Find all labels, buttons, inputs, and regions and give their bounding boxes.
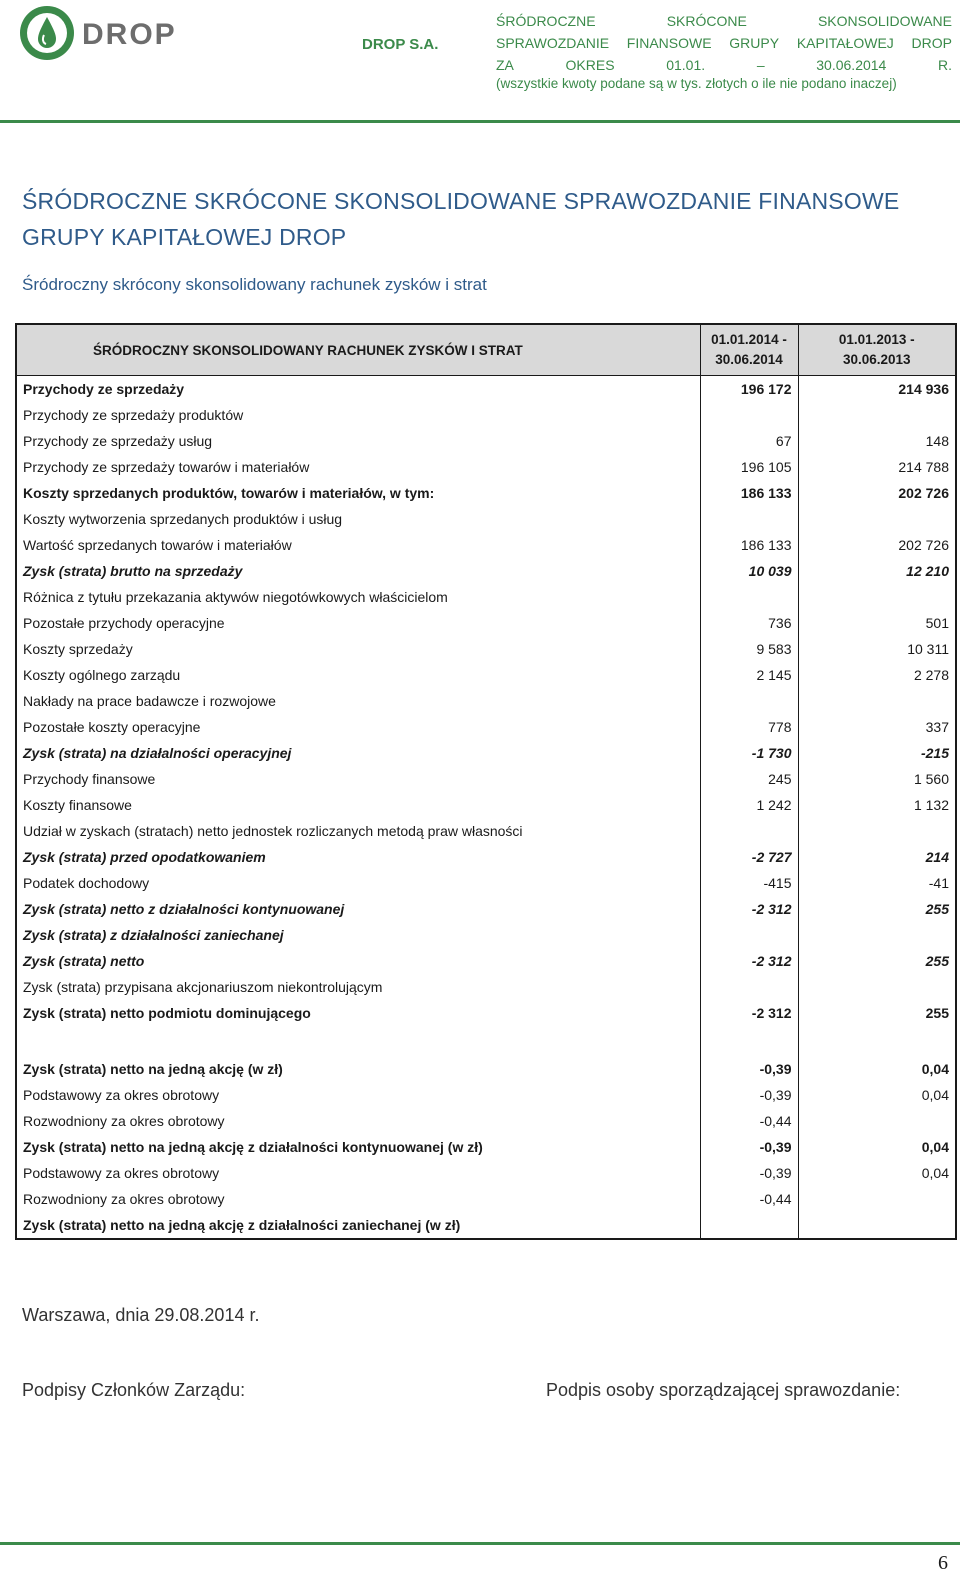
header-title-word: –: [756, 57, 765, 73]
table-row: [17, 922, 955, 948]
table-row: [17, 1134, 955, 1160]
value-2014: [700, 922, 798, 948]
table-header-label: ŚRÓDROCZNY SKONSOLIDOWANY RACHUNEK ZYSKÓW I STRAT: [17, 325, 700, 376]
logo-wordmark: DROP: [82, 18, 177, 51]
value-2014: -0,44: [700, 1108, 798, 1134]
row-label: Zysk (strata) netto na jedną akcję (w zł): [23, 1061, 283, 1077]
board-signatures-label: Podpisy Członków Zarządu:: [22, 1380, 246, 1400]
row-label: Przychody ze sprzedaży: [17, 376, 700, 403]
value-2014: 778: [700, 714, 798, 740]
table-row: [17, 1026, 955, 1056]
value-2014: [700, 506, 798, 532]
table-row: [17, 1160, 955, 1186]
value-2013: 214 936: [798, 376, 955, 403]
row-label: Pozostałe koszty operacyjne: [23, 719, 201, 735]
value-2014: -2 727: [700, 844, 798, 870]
table-row: [17, 974, 955, 1000]
row-label: Podatek dochodowy: [23, 875, 150, 891]
row-label: Zysk (strata) przypisana akcjonariuszom niekontrolującym: [23, 979, 383, 995]
table-row: [17, 792, 955, 818]
row-label: Przychody ze sprzedaży produktów: [23, 407, 244, 423]
value-2014: -2 312: [700, 1000, 798, 1026]
income-statement-table: [15, 323, 957, 1240]
table-row: [17, 714, 955, 740]
value-2014: 245: [700, 766, 798, 792]
section-subtitle: Śródroczny skrócony skonsolidowany rachunek zysków i strat: [22, 275, 487, 294]
row-label: Koszty sprzedaży: [23, 641, 133, 657]
row-label: Zysk (strata) netto: [23, 953, 145, 969]
value-2014: [700, 1212, 798, 1238]
value-2013: 12 210: [798, 558, 955, 584]
row-label: Rozwodniony za okres obrotowy: [23, 1191, 225, 1207]
preparer-signature-label: Podpis osoby sporządzającej sprawozdanie:: [546, 1380, 901, 1400]
document-title: ŚRÓDROCZNE SKRÓCONE SKONSOLIDOWANE SPRAWOZDANIE FINANSOWE GRUPY KAPITAŁOWEJ DROP: [22, 188, 900, 250]
value-2014: 186 133: [700, 480, 798, 506]
header-title-word: R.: [938, 57, 952, 73]
value-2013: [798, 1026, 955, 1056]
value-2014: [700, 402, 798, 428]
value-2014: [700, 688, 798, 714]
value-2013: 2 278: [798, 662, 955, 688]
row-label: Zysk (strata) z działalności zaniechanej: [23, 927, 284, 943]
value-2013: [798, 688, 955, 714]
table-row: [17, 1056, 955, 1082]
value-2014: 67: [700, 428, 798, 454]
row-label: Zysk (strata) brutto na sprzedaży: [23, 563, 243, 579]
value-2013: 255: [798, 1000, 955, 1026]
value-2014: 1 242: [700, 792, 798, 818]
table-row: [17, 1082, 955, 1108]
value-2013: 0,04: [798, 1134, 955, 1160]
header-note: (wszystkie kwoty podane są w tys. złotych o ile nie podano inaczej): [496, 76, 897, 91]
value-2013: [798, 1212, 955, 1238]
value-2014: -0,39: [700, 1082, 798, 1108]
header-title: [496, 10, 952, 76]
row-label: Koszty ogólnego zarządu: [23, 667, 181, 683]
value-2013: 255: [798, 896, 955, 922]
value-2013: 1 132: [798, 792, 955, 818]
table-row: [17, 662, 955, 688]
value-2014: [700, 1026, 798, 1056]
value-2014: -2 312: [700, 896, 798, 922]
row-label: Zysk (strata) netto z działalności kontynuowanej: [23, 901, 345, 917]
value-2013: [798, 506, 955, 532]
value-2014: 196 105: [700, 454, 798, 480]
value-2014: 10 039: [700, 558, 798, 584]
row-label: Nakłady na prace badawcze i rozwojowe: [23, 693, 276, 709]
value-2013: 214 788: [798, 454, 955, 480]
table-row: [17, 480, 955, 506]
row-label: Zysk (strata) na działalności operacyjnej: [23, 745, 292, 761]
table-row: [17, 896, 955, 922]
value-2013: 1 560: [798, 766, 955, 792]
table-header-row: [17, 325, 955, 376]
value-2014: -415: [700, 870, 798, 896]
value-2014: -0,39: [700, 1056, 798, 1082]
signature-date: Warszawa, dnia 29.08.2014 r.: [22, 1305, 260, 1325]
header-title-word: 01.01.: [666, 57, 706, 73]
header-title-line: [496, 10, 952, 32]
table-row: [17, 948, 955, 974]
value-2013: 0,04: [798, 1160, 955, 1186]
row-label: Zysk (strata) netto podmiotu dominującego: [23, 1005, 311, 1021]
drop-logo: [18, 4, 190, 62]
value-2014: -2 312: [700, 948, 798, 974]
table-row: [17, 818, 955, 844]
header-title-word: 30.06.2014: [816, 57, 887, 73]
table-row: [17, 1108, 955, 1134]
value-2013: 148: [798, 428, 955, 454]
row-label: Koszty sprzedanych produktów, towarów i materiałów, w tym:: [23, 485, 435, 501]
row-label: Przychody finansowe: [23, 771, 156, 787]
table-row: [17, 740, 955, 766]
row-label: Koszty finansowe: [23, 797, 132, 813]
table-row: [17, 1186, 955, 1212]
row-label: Zysk (strata) netto na jedną akcję z działalności kontynuowanej (w zł): [23, 1139, 483, 1155]
company-name: DROP S.A.: [362, 36, 439, 53]
table-row: [17, 454, 955, 480]
header-title-word: SKRÓCONE: [666, 13, 747, 29]
row-label: Zysk (strata) przed opodatkowaniem: [23, 849, 266, 865]
page-number: 6: [938, 1552, 948, 1574]
row-label: Wartość sprzedanych towarów i materiałów: [23, 537, 292, 553]
table-row: [17, 584, 955, 610]
value-2013: [798, 402, 955, 428]
value-2013: -41: [798, 870, 955, 896]
value-2013: 10 311: [798, 636, 955, 662]
value-2013: 0,04: [798, 1082, 955, 1108]
row-label: Rozwodniony za okres obrotowy: [23, 1113, 225, 1129]
value-2014: 736: [700, 610, 798, 636]
value-2013: [798, 1186, 955, 1212]
value-2013: 0,04: [798, 1056, 955, 1082]
table-row: [17, 558, 955, 584]
value-2013: [798, 818, 955, 844]
header-divider: [0, 120, 960, 123]
value-2014: [700, 974, 798, 1000]
value-2013: [798, 1108, 955, 1134]
table-row: [17, 1000, 955, 1026]
header-title-word: SKONSOLIDOWANE: [817, 13, 952, 29]
value-2013: 255: [798, 948, 955, 974]
table-row: [17, 1212, 955, 1238]
period-2013-header: 01.01.2013 - 30.06.2013: [798, 325, 955, 376]
value-2013: [798, 974, 955, 1000]
value-2014: -0,39: [700, 1160, 798, 1186]
header-title-word: ŚRÓDROCZNE: [496, 13, 596, 29]
value-2014: -0,39: [700, 1134, 798, 1160]
page-header: [0, 0, 960, 126]
row-label: Zysk (strata) netto na jedną akcję z działalności zaniechanej (w zł): [23, 1217, 461, 1233]
row-label: Różnica z tytułu przekazania aktywów niegotówkowych właścicielom: [23, 589, 448, 605]
table-row: [17, 610, 955, 636]
value-2013: 501: [798, 610, 955, 636]
table-row: [17, 870, 955, 896]
header-title-word: KAPITAŁOWEJ: [796, 35, 894, 51]
value-2014: [700, 584, 798, 610]
row-label: Udział w zyskach (stratach) netto jednostek rozliczanych metodą praw własności: [23, 823, 523, 839]
value-2013: [798, 584, 955, 610]
value-2013: 214: [798, 844, 955, 870]
value-2013: [798, 922, 955, 948]
table-row: [17, 844, 955, 870]
value-2013: -215: [798, 740, 955, 766]
row-label: Podstawowy za okres obrotowy: [23, 1087, 220, 1103]
value-2014: [700, 818, 798, 844]
header-title-word: FINANSOWE: [626, 35, 712, 51]
value-2013: 337: [798, 714, 955, 740]
header-title-word: DROP: [911, 35, 952, 51]
row-label: Pozostałe przychody operacyjne: [23, 615, 225, 631]
table-row: [17, 688, 955, 714]
header-title-line: [496, 54, 952, 76]
header-title-line: [496, 32, 952, 54]
table-row: [17, 402, 955, 428]
row-label: [17, 1026, 700, 1056]
row-label: Przychody ze sprzedaży towarów i materiałów: [23, 459, 310, 475]
table-row: [17, 428, 955, 454]
header-title-word: OKRES: [565, 57, 615, 73]
table-body: [17, 376, 955, 1239]
header-title-word: SPRAWOZDANIE: [496, 35, 610, 51]
table-row: [17, 636, 955, 662]
table-row: [17, 506, 955, 532]
value-2014: 2 145: [700, 662, 798, 688]
header-title-word: ZA: [496, 57, 514, 73]
table-row: [17, 532, 955, 558]
value-2014: 196 172: [700, 376, 798, 403]
row-label: Podstawowy za okres obrotowy: [23, 1165, 220, 1181]
value-2014: -1 730: [700, 740, 798, 766]
row-label: Koszty wytworzenia sprzedanych produktów i usług: [23, 511, 343, 527]
footer-divider: [0, 1542, 960, 1545]
period-2014-header: 01.01.2014 - 30.06.2014: [700, 325, 798, 376]
value-2013: 202 726: [798, 480, 955, 506]
table-row: [17, 766, 955, 792]
value-2013: 202 726: [798, 532, 955, 558]
table-row: [17, 376, 955, 403]
value-2014: 186 133: [700, 532, 798, 558]
value-2014: 9 583: [700, 636, 798, 662]
row-label: Przychody ze sprzedaży usług: [23, 433, 213, 449]
header-title-word: GRUPY: [729, 35, 780, 51]
value-2014: -0,44: [700, 1186, 798, 1212]
